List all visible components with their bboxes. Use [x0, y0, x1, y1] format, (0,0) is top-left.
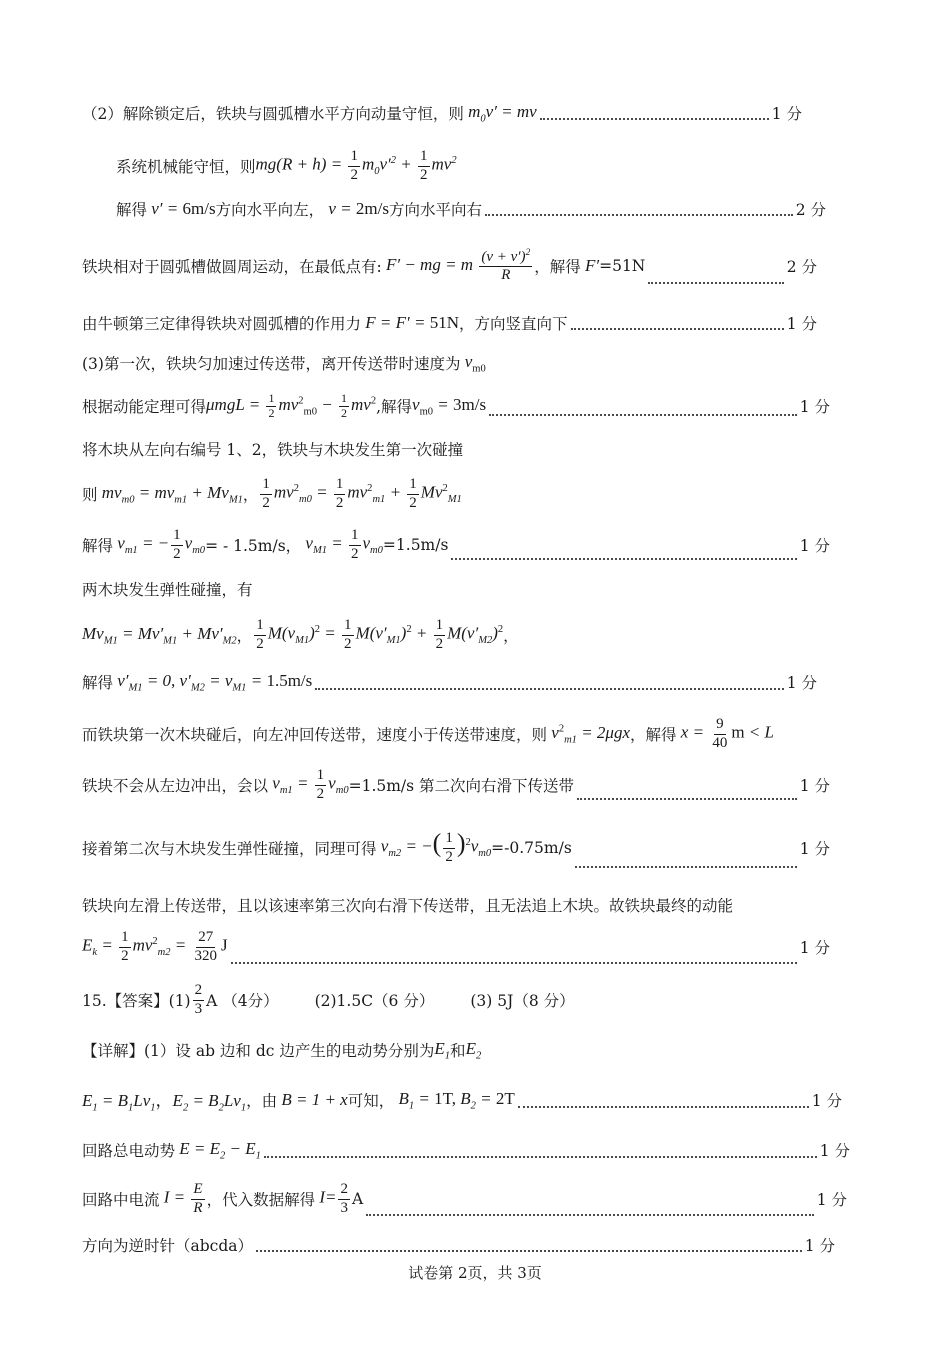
score: 1 分	[786, 674, 817, 692]
line-q15-answer	[82, 978, 702, 1022]
formula-force: F = F′ = 51N	[361, 313, 459, 332]
formula-E2: $E_2$	[465, 1038, 482, 1062]
leader-dots	[315, 688, 783, 690]
line-emf-values	[82, 1086, 842, 1114]
formula-collision-1-energy: $\frac{1}{2}$ $mv^2_{m0}$ = $\frac{1}{2}$ $mv^2_{m1}$ + $\frac{1}{2}$ $Mv^2_{M1}$	[262, 476, 462, 511]
formula-emf: $E_1 = B_1Lv_1$，$E_2 = B_2Lv_1$	[82, 1091, 247, 1114]
line-q15-detail	[82, 1036, 682, 1064]
formula-elastic-result: $v'_{M1} = 0$, $v'_{M2} = v_{M1} = 1.5m/s$	[113, 670, 313, 694]
formula-elastic-energy: $\frac{1}{2}$ $M(v_{M1})^2$ = $\frac{1}{2}$ $M(v'_{M1})^2$ + $\frac{1}{2}$ $M(v'_{M2})^2$	[256, 617, 504, 652]
text: (3) 5J（8 分）	[470, 992, 575, 1010]
line-energy-conservation	[116, 144, 616, 188]
text: =51N	[599, 257, 646, 275]
formula-B-values: $B_1 = 1T$, $B_2 = 2T$	[394, 1088, 515, 1112]
score: 1 分	[799, 777, 830, 795]
formula-v-prime: v′ = 6m/s	[147, 199, 216, 218]
formula-v: v = 2m/s	[324, 199, 389, 218]
line-circular-motion	[82, 242, 817, 290]
formula-vm1: $v_{m1}$ = − $\frac{1}{2}$ $v_{m0}$	[113, 527, 206, 562]
formula-centripetal: F′ − mg = m $\frac{(v + v')^2}{R}$	[381, 247, 531, 283]
text: 和	[450, 1042, 466, 1060]
score: 1 分	[819, 1142, 850, 1160]
text: (2)1.5C（6 分）	[314, 992, 435, 1010]
formula-energy: mg(R + h) = $\frac{1}{2}$ $m_0v'^2$ + $\frac{1}{2}$ $mv^2$	[255, 148, 457, 183]
score: 1 分	[786, 315, 817, 333]
leader-dots	[577, 798, 797, 800]
line-return-belt	[82, 712, 822, 756]
text: 由牛顿第三定律得铁块对圆弧槽的作用力	[82, 315, 362, 333]
formula-collision-1: $mv_{m0} = mv_{m1} + Mv_{M1}$	[97, 482, 243, 506]
score: 2 分	[786, 258, 817, 276]
line-kinetic-energy	[82, 924, 830, 970]
text: 则	[82, 486, 98, 504]
text: 根据动能定理可得	[82, 398, 207, 416]
formula-momentum: $m_0v'$ = mv	[463, 101, 537, 125]
text: ，由	[246, 1092, 278, 1110]
text: 而铁块第一次木块碰后，向左冲回传送带，速度小于传送带速度，则	[82, 726, 548, 744]
line-second-collision	[82, 822, 830, 874]
line-newton-third-law	[82, 310, 817, 336]
text: 方向水平向左，	[215, 201, 325, 219]
text: ，解得	[630, 726, 677, 744]
text: 接着第二次与木块发生弹性碰撞，同理可得	[82, 840, 377, 858]
text: =-0.75m/s	[491, 839, 572, 857]
line-work-energy	[82, 390, 830, 422]
leader-dots	[540, 118, 769, 120]
text: 将木块从左向右编号 1、2，铁块与木块发生第一次碰撞	[82, 441, 464, 459]
score: 1 分	[811, 1092, 842, 1110]
text: 15.【答案】(1)	[82, 992, 191, 1010]
formula-kinematics: $v^2_{m1} = 2\mu gx$	[547, 722, 631, 746]
text: ，方向竖直向下	[458, 315, 568, 333]
line-elastic-equations: $Mv_{M1} = Mv'_{M1} + Mv'_{M2}$ ， $\frac{1}{2}$ $M(v_{M1})^2$ = $\frac{1}{2}$ $M(v'_{M1})^2$ + $\frac{1}{2}$ $M(v'_{M2})^2$ ，	[82, 617, 519, 652]
line-collision-solution	[82, 524, 830, 566]
line-current	[82, 1176, 847, 1222]
formula-vm0: $v_{m0}$	[460, 351, 486, 375]
text: (3)第一次，铁块匀加速过传送带，离开传送带时速度为	[82, 355, 461, 373]
text: 铁块不会从左边冲出，会以	[82, 777, 269, 795]
line-final-state	[82, 892, 842, 918]
formula-ek: $E_k$ = $\frac{1}{2}$ $mv^2_{m2}$ = $\frac{27}{320}$ J	[82, 929, 228, 964]
text: 铁块相对于圆弧槽做圆周运动，在最低点有:	[82, 258, 382, 276]
text: = - 1.5m/s，	[205, 537, 302, 555]
leader-dots	[648, 282, 783, 284]
score: 2 分	[795, 201, 826, 219]
score: 1 分	[816, 1191, 847, 1209]
line-momentum-conservation	[82, 100, 802, 126]
score: 1 分	[799, 537, 830, 555]
line-direction	[82, 1232, 835, 1258]
line-numbering	[82, 436, 682, 462]
text: 解得	[82, 674, 114, 692]
score: 1 分	[804, 1237, 835, 1255]
formula-vm2: $v_{m2}$ = −( $\frac{1}{2}$ )$^2v_{m0}$	[376, 828, 492, 865]
formula-total-emf: $E = E_2 - E_1$	[175, 1138, 261, 1162]
formula-vm1-half: $v_{m1}$ = $\frac{1}{2}$ $v_{m0}$	[268, 767, 349, 802]
formula-current-answer: $\frac{2}{3}$	[194, 982, 203, 1017]
line-part3-intro	[82, 350, 582, 376]
formula-B: B = 1 + x	[277, 1090, 348, 1109]
line-second-slide	[82, 764, 830, 806]
score: 1 分	[799, 840, 830, 858]
formula-current-value: I= $\frac{2}{3}$	[315, 1181, 348, 1216]
text: ，代入数据解得	[206, 1191, 316, 1209]
formula-E1: $E_1$	[434, 1038, 451, 1062]
line-total-emf	[82, 1136, 850, 1164]
leader-dots	[571, 328, 784, 330]
text: A	[351, 1190, 364, 1208]
text: 回路中电流	[82, 1191, 160, 1209]
score: 1 分	[799, 398, 830, 416]
formula-x: x = $\frac{9}{40}$ m < L	[676, 716, 774, 751]
page-footer: 试卷第 2页，共 3页	[408, 1264, 542, 1282]
text: 回路总电动势	[82, 1142, 176, 1160]
leader-dots	[451, 558, 796, 560]
text: 可知，	[347, 1092, 395, 1110]
text: （2）解除锁定后，铁块与圆弧槽水平方向动量守恒，则	[82, 105, 464, 123]
text: 方向为逆时针（abcda）	[82, 1237, 254, 1255]
leader-dots	[485, 214, 793, 216]
text: ,解得	[376, 398, 413, 416]
line-elastic-collision	[82, 576, 582, 602]
text: 方向水平向右	[388, 201, 482, 219]
leader-dots	[489, 414, 797, 416]
line-elastic-solution	[82, 668, 817, 696]
leader-dots	[256, 1250, 802, 1252]
text: 铁块向左滑上传送带，且以该速率第三次向右滑下传送带，且无法追上木块。故铁块最终的动能	[82, 897, 734, 915]
text: A （4分）	[206, 992, 279, 1010]
line-solution-velocities	[116, 196, 826, 222]
text: 系统机械能守恒，则	[116, 158, 256, 176]
text: =1.5m/s 第二次向右滑下传送带	[348, 777, 575, 795]
formula-elastic-momentum: $Mv_{M1} = Mv'_{M1} + Mv'_{M2}$	[82, 623, 237, 647]
formula-F-prime: F′	[580, 256, 600, 275]
formula-current: I = $\frac{E}{R}$	[159, 1181, 203, 1216]
text: 【详解】(1）设 ab 边和 dc 边产生的电动势分别为	[82, 1042, 435, 1060]
text: 解得	[82, 537, 114, 555]
text: 解得	[116, 201, 148, 219]
formula-vm0-value: $v_{m0} = 3m/s$	[412, 394, 487, 418]
line-first-collision: 则 $mv_{m0} = mv_{m1} + Mv_{M1}$ ， $\frac{1}{2}$ $mv^2_{m0}$ = $\frac{1}{2}$ $mv^2_{m1}$ + $\frac{1}{2}$ $Mv^2_{M1}$	[82, 476, 462, 511]
leader-dots	[264, 1156, 817, 1158]
leader-dots	[575, 866, 797, 868]
leader-dots	[366, 1214, 814, 1216]
text: ，解得	[534, 258, 581, 276]
score: 1 分	[771, 105, 802, 123]
text: =1.5m/s	[382, 536, 449, 554]
leader-dots	[231, 962, 797, 964]
text: 两木块发生弹性碰撞，有	[82, 581, 253, 599]
formula-work-energy: μmgL = $\frac{1}{2}$ $mv^2_{m0}$ − $\frac{1}{2}$ $mv^2$	[206, 390, 377, 420]
leader-dots	[518, 1106, 809, 1108]
formula-vM1: $v_{M1}$ = $\frac{1}{2}$ $v_{m0}$	[301, 527, 383, 562]
score: 1 分	[799, 939, 830, 957]
